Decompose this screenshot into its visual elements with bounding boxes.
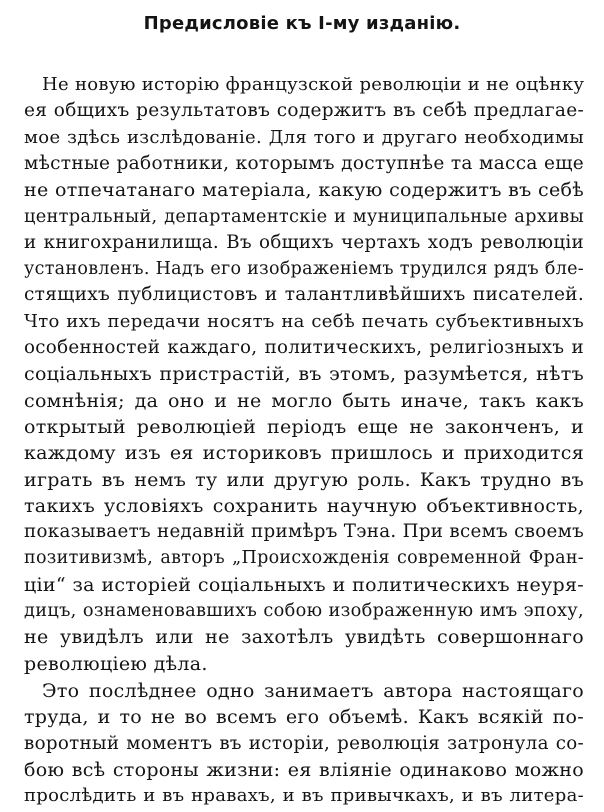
text-line: соціальныхъ пристрастій, въ этомъ, разумѣется, нѣтъ	[24, 363, 584, 386]
text-line: прослѣдить и въ нравахъ, и въ привычкахъ, и въ литера-	[24, 785, 584, 807]
text-line: Это послѣднее одно занимаетъ автора настоящаго	[42, 680, 584, 702]
text-line: позитивизмѣ, авторъ „Происхожденія современной Фран-	[24, 548, 584, 569]
text-line: бою всѣ стороны жизни: ея вліяніе одинаково можно	[24, 758, 584, 781]
text-line: особенностей каждаго, политическихъ, религіозныхъ и	[24, 337, 584, 358]
text-line: играть въ немъ ту или другую роль. Какъ трудно въ	[24, 468, 584, 491]
text-line: не отпечатанаго матеріала, какую содержитъ въ себѣ	[24, 179, 584, 202]
text-line: сомнѣнія; да оно и не могло быть иначе, такъ какъ	[24, 389, 584, 412]
text-line: такихъ условіяхъ сохранить научную объективность,	[24, 494, 584, 517]
page-title: Предисловіе къ I-му изданію.	[143, 13, 461, 34]
text-line: Не новую исторію французской революціи и не оцѣнку	[42, 74, 585, 95]
text-line: ея общихъ результатовъ содержитъ въ себѣ предлагае-	[24, 100, 584, 122]
text-line: революціею дѣла.	[24, 652, 208, 675]
text-line: воротный моментъ въ исторіи, революція затронула со-	[24, 732, 584, 754]
text-line: показываетъ недавній примѣръ Тэна. При всемъ своемъ	[24, 521, 584, 543]
text-line: и книгохранилища. Въ общихъ чертахъ ходъ революціи	[24, 231, 584, 253]
text-line: мое здѣсь изслѣдованіе. Для того и другаго необходимы	[24, 126, 584, 148]
text-line: не увидѣлъ или не захотѣлъ увидѣть совершоннаго	[24, 626, 584, 649]
text-line: ціи“ за исторіей соціальныхъ и политическихъ неуря-	[24, 573, 584, 596]
text-line: мѣстные работники, которымъ доступнѣе та масса еще	[24, 152, 584, 174]
text-line: дицъ, ознаменовавшихъ собою изображенную имъ эпоху,	[24, 601, 584, 621]
text-line: каждому изъ ея историковъ пришлось и приходится	[24, 442, 584, 465]
text-line: установленъ. Надъ его изображеніемъ трудился рядъ бле-	[24, 259, 584, 280]
text-line: стящихъ публицистовъ и талантливѣйшихъ писателей.	[24, 284, 584, 306]
text-line: труда, и то не во всемъ его объемѣ. Какъ всякій по-	[24, 706, 584, 729]
text-line: Что ихъ передачи носятъ на себѣ печать субъективныхъ	[24, 310, 584, 332]
text-line: центральный, департаментскіе и муниципальные архивы	[24, 206, 584, 227]
text-line: открытый революціей періодъ еще не законченъ, и	[24, 415, 584, 438]
